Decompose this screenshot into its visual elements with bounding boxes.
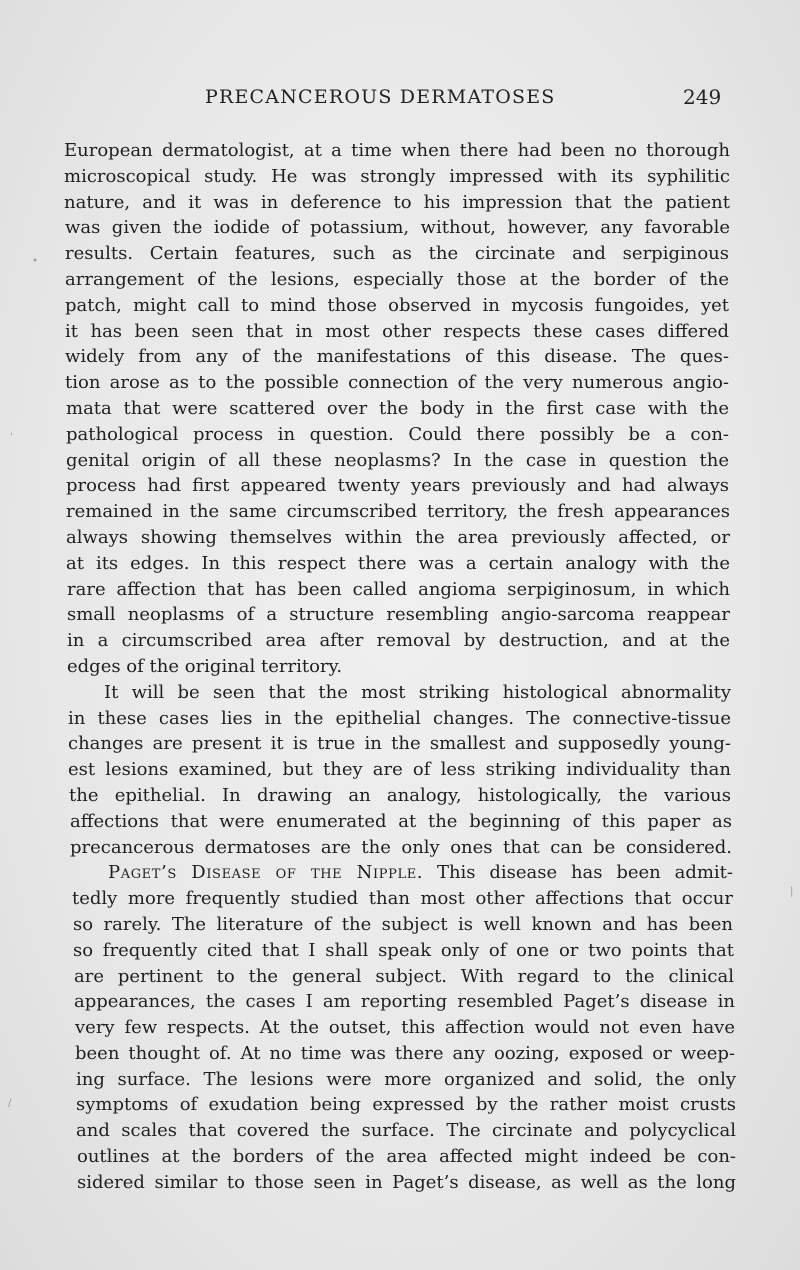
text-line: tedly more frequently studied than most other affections that occur [72,888,733,910]
text-line: symptoms of exudation being expressed by the rather moist crusts [76,1094,736,1116]
text-line: microscopical study. He was strongly impressed with its syphilitic [64,165,730,187]
text-line: it has been seen that in most other respects these cases differed [65,320,729,342]
text-line: in these cases lies in the epithelial changes. The connective-tissue [68,707,731,729]
section-heading: Paget’s Disease of the Nipple. [108,862,424,884]
text-line: outlines at the borders of the area affected might indeed be con- [77,1146,736,1168]
text-line: results. Certain features, such as the circinate and serpiginous [65,243,729,265]
margin-speck: | [790,886,794,897]
text-line: process had first appeared twenty years previously and had always [66,475,729,497]
page-number: 249 [683,85,722,109]
text-line: appearances, the cases I am reporting resembled Paget’s disease in [74,991,735,1013]
text-line: very few respects. At the outset, this affection would not even have [75,1017,735,1039]
text-line: affections that were enumerated at the beginning of this paper as [70,810,732,832]
text-line: tion arose as to the possible connection of the very numerous angio- [65,372,729,394]
running-title: PRECANCEROUS DERMATOSES [205,86,556,108]
text-line: so frequently cited that I shall speak only of one or two points that [73,939,734,961]
text-line: European dermatologist, at a time when there had been no thorough [64,140,730,161]
text-line: nature, and it was in deference to his impression that the patient [64,191,730,213]
running-head [0,86,800,116]
text-line: been thought of. At no time was there any oozing, exposed or weep- [75,1042,735,1064]
text-line: sidered similar to those seen in Paget’s disease, as well as the long [77,1171,736,1193]
text-line: ing surface. The lesions were more organized and solid, the only [76,1068,736,1090]
text-line: at its edges. In this respect there was a certain analogy with the [66,552,730,574]
text-line: in a circumscribed area after removal by destruction, and at the [67,630,730,652]
text-line: and scales that covered the surface. The circinate and polycyclical [76,1120,736,1142]
text-line: arrangement of the lesions, especially those at the border of the [65,268,729,290]
text-line: edges of the original territory. [67,655,343,677]
margin-speck: / [8,1098,12,1109]
text-line: the epithelial. In drawing an analogy, histologically, the various [69,784,731,806]
text-line: patch, might call to mind those observed in mycosis fungoides, yet [65,294,729,316]
text-line: small neoplasms of a structure resembling angio-sarcoma reappear [67,604,730,626]
text-line: precancerous dermatoses are the only ones that can be considered. [70,836,732,858]
section-line [108,860,733,886]
text-line: always showing themselves within the area previously affected, or [66,526,730,548]
text-line: are pertinent to the general subject. With regard to the clinical [74,965,734,987]
body-text [0,138,800,1196]
text-line: genital origin of all these neoplasms? In the case in question the [66,449,729,471]
text-line: rare affection that has been called angioma serpiginosum, in which [67,578,730,600]
margin-speck: ' [10,432,13,443]
text-line: changes are present it is true in the smallest and supposedly young- [68,733,731,755]
margin-speck: • [32,256,38,267]
text-line: It will be seen that the most striking histological abnormality [104,681,731,703]
text-line: mata that were scattered over the body in the first case with the [66,397,729,419]
text-line: est lesions examined, but they are of less striking individuality than [68,759,731,781]
text-line: This disease has been admit- [436,862,733,884]
text-line: remained in the same circumscribed territory, the fresh appearances [66,501,730,523]
text-line: so rarely. The literature of the subject is well known and has been [73,913,733,935]
text-line: was given the iodide of potassium, without, however, any favorable [65,217,730,239]
text-line: pathological process in question. Could there possibly be a con- [66,423,729,445]
text-line: widely from any of the manifestations of this disease. The ques- [65,346,729,368]
